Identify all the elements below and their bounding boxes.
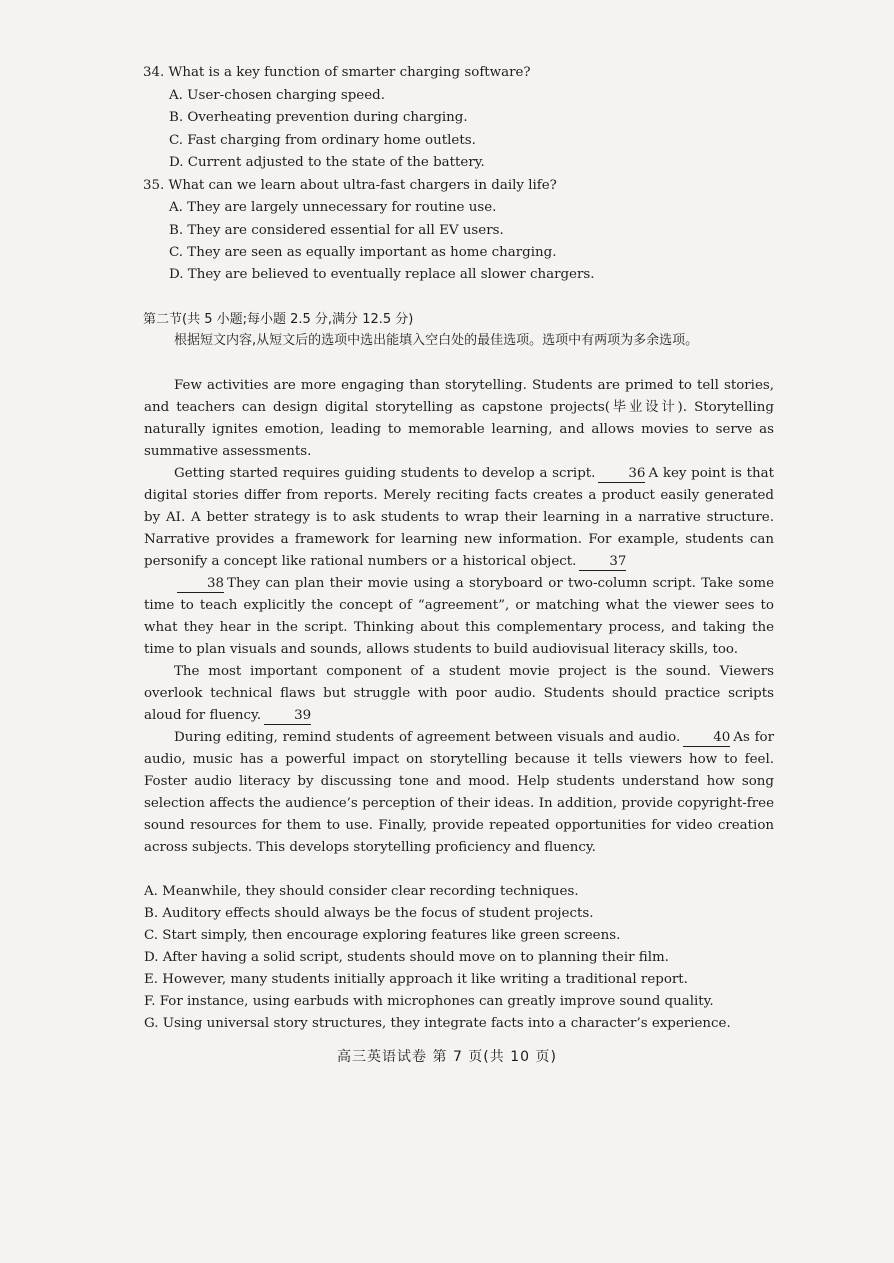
choice-b: B. Auditory effects should always be the focus of student projects. xyxy=(144,906,594,921)
choice-c: C. Start simply, then encourage exploring features like green screens. xyxy=(144,928,621,943)
question-34-option-c: C. Fast charging from ordinary home outlets. xyxy=(169,133,476,148)
question-35-option-d: D. They are believed to eventually replace all slower chargers. xyxy=(169,267,595,282)
question-35-option-a: A. They are largely unnecessary for routine use. xyxy=(169,200,497,215)
paragraph-5 xyxy=(144,727,774,859)
section-heading: 第二节(共 5 小题;每小题 2.5 分,满分 12.5 分) xyxy=(143,312,414,327)
blank-38: 38 xyxy=(177,576,224,593)
paragraph-5-rest: As for audio, music has a powerful impact on storytelling because it tells viewers how to feel. Foster audio literacy by discussing tone and mood. Help students understand how song selection affects the audience’s perception of their ideas. In addition, provide copyright-free sound resources for them to use. Finally, provide repeated opportunities for video creation across subjects. This develops storytelling proficiency and fluency. xyxy=(144,730,775,855)
paragraph-5-start: During editing, remind students of agreement between visuals and audio. xyxy=(174,730,681,745)
page-footer: 高三英语试卷 第 7 页(共 10 页) xyxy=(337,1049,557,1065)
question-35-stem: 35. What can we learn about ultra-fast chargers in daily life? xyxy=(143,178,557,193)
paragraph-2 xyxy=(144,463,774,573)
question-34-option-d: D. Current adjusted to the state of the battery. xyxy=(169,155,485,170)
blank-40: 40 xyxy=(683,730,730,747)
paragraph-3-text: They can plan their movie using a storyboard or two-column script. Take some time to teach explicitly the concept of “agreement”, or matching what the viewer sees to what they hear in the script. Thinking about this complementary process, and taking the time to plan visuals and sounds, allows students to build audiovisual literacy skills, too. xyxy=(144,576,774,657)
choice-g: G. Using universal story structures, they integrate facts into a character’s experience. xyxy=(144,1016,731,1031)
choice-d: D. After having a solid script, students should move on to planning their film. xyxy=(144,950,669,965)
question-34-option-a: A. User-chosen charging speed. xyxy=(169,88,385,103)
question-35-option-b: B. They are considered essential for all EV users. xyxy=(169,223,504,238)
question-34-stem: 34. What is a key function of smarter charging software? xyxy=(143,65,531,80)
paragraph-2-start: Getting started requires guiding students to develop a script. xyxy=(174,466,596,481)
paragraph-1: Few activities are more engaging than storytelling. Students are primed to tell stories, and teachers can design digital storytelling as capstone projects(毕业设计). Storytelling naturally ignites emotion, leading to memorable learning, and allows movies to serve as summative assessments. xyxy=(144,378,774,459)
choice-a: A. Meanwhile, they should consider clear recording techniques. xyxy=(144,884,579,899)
question-35-option-c: C. They are seen as equally important as home charging. xyxy=(169,245,557,260)
paragraph-3 xyxy=(144,573,774,661)
choice-f: F. For instance, using earbuds with microphones can greatly improve sound quality. xyxy=(144,994,714,1009)
paragraph-4-text: The most important component of a student movie project is the sound. Viewers overlook technical flaws but struggle with poor audio. Students should practice scripts aloud for fluency. xyxy=(144,664,774,723)
paragraph-2-rest: A key point is that digital stories differ from reports. Merely reciting facts creates a product easily generated by AI. A better strategy is to ask students to wrap their learning in a narrative structure. Narrative provides a framework for learning new information. For example, students can personify a concept like rational numbers or a historical object. xyxy=(144,466,774,569)
section-instructions: 根据短文内容,从短文后的选项中选出能填入空白处的最佳选项。选项中有两项为多余选项。 xyxy=(174,333,699,348)
blank-39: 39 xyxy=(264,708,311,725)
question-34-option-b: B. Overheating prevention during charging. xyxy=(169,110,468,125)
passage xyxy=(144,375,774,859)
blank-36: 36 xyxy=(598,466,645,483)
blank-37: 37 xyxy=(579,554,626,571)
choice-e: E. However, many students initially approach it like writing a traditional report. xyxy=(144,972,688,987)
paragraph-4 xyxy=(144,661,774,727)
